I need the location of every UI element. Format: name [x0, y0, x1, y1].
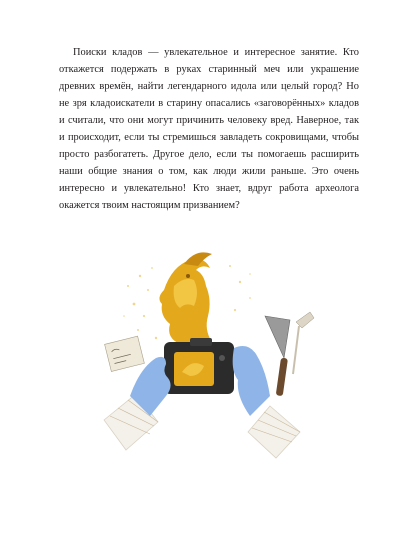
right-hand — [233, 346, 300, 458]
body-paragraph: Поиски кладов — увлекательное и интересное занятие. Кто откажется подержать в руках старинный меч или украшение древних времён, найти легендарного идола или целый город? Но не зря кладоискатели в старину опасались «заговорённых» кладов и считали, что они могут причинить человеку вред. Наверное, так и происходит, если ты стремишься завладеть сокровищами, чтобы просто разбогатеть. Другое дело, если ты помогаешь расширить наши общие знания о том, как люди жили раньше. Это очень интересно и увлекательно! Кто знает, вдруг работа археолога окажется твоим настоящим призванием? — [59, 47, 359, 211]
brush — [293, 312, 314, 374]
camera — [164, 338, 234, 394]
golden-idol — [159, 252, 212, 344]
trowel — [265, 316, 290, 396]
note-card — [105, 336, 145, 371]
archaeology-illustration — [100, 246, 330, 476]
